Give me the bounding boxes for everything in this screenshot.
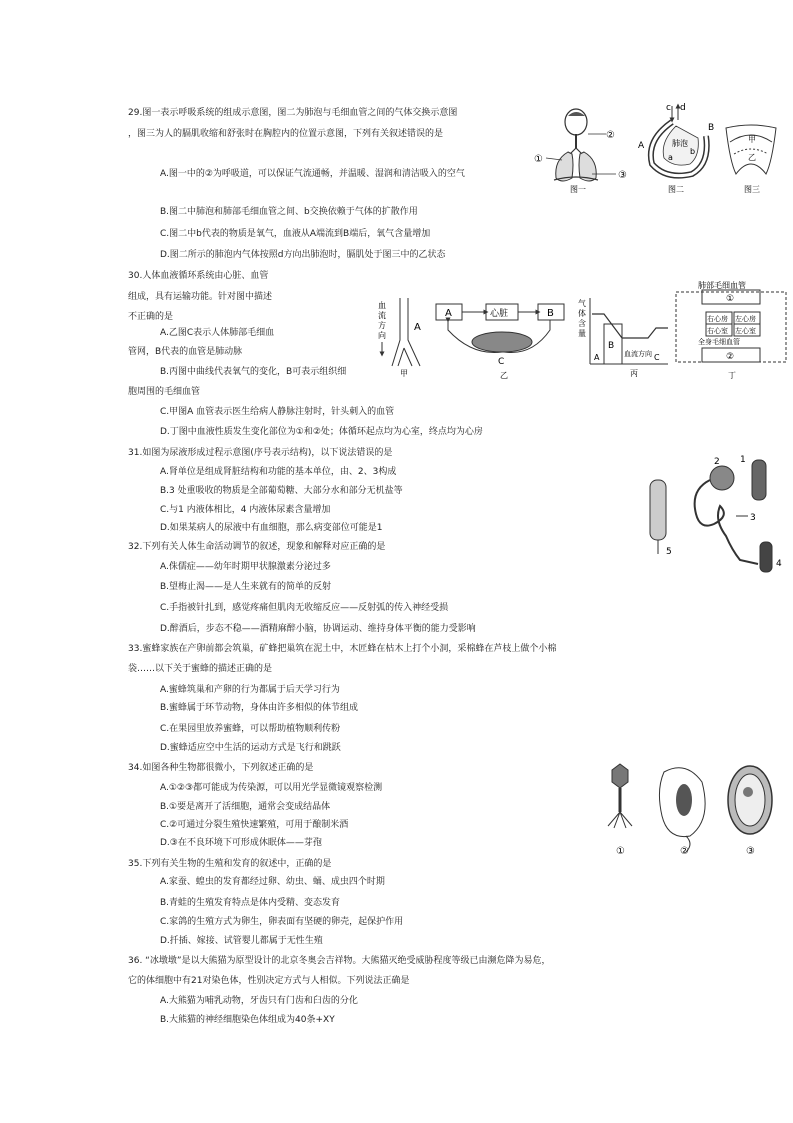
q31-stem: 31.如图为尿液形成过程示意图(序号表示结构)，以下说法错误的是 xyxy=(128,448,393,458)
q34-option-c: C.②可通过分裂生殖快速繁殖，可用于酿制米酒 xyxy=(160,820,349,830)
figure-diaphragm xyxy=(722,118,780,196)
q31-option-c: C.与1 内液体相比，4 内液体尿素含量增加 xyxy=(160,505,331,515)
bing-caption: 丙 xyxy=(630,369,638,378)
q30-option-c: C.甲图A 血管表示医生给病人静脉注射时，针头刺入的血管 xyxy=(160,407,395,417)
q32-stem: 32.下列有关人体生命活动调节的叙述，现象和解释对应正确的是 xyxy=(128,542,386,552)
bing-flow: 血流方向 xyxy=(624,350,652,358)
q31-option-b: B.3 处重吸收的物质是全部葡萄糖、大部分水和部分无机盐等 xyxy=(160,486,403,496)
q36-stem-line2: 它的体细胞中有21对染色体，性别决定方式与人相似。下列说法正确是 xyxy=(128,976,410,986)
ding-caption: 丁 xyxy=(728,371,736,380)
organism-3-label: ③ xyxy=(746,846,755,857)
organism-1-label: ① xyxy=(616,846,625,857)
fig2-caption: 图二 xyxy=(668,185,684,194)
fig1-label-3: ③ xyxy=(618,170,627,181)
fig1-label-2: ② xyxy=(606,130,615,141)
q30-option-a-line2: 管网，B代表的血管是肺动脉 xyxy=(128,347,243,357)
q35-option-c: C.家鸽的生殖方式为卵生，卵表面有坚硬的卵壳，起保护作用 xyxy=(160,917,404,927)
fig1-caption: 图一 xyxy=(570,185,586,194)
svg-text:气: 气 xyxy=(578,299,586,308)
q29-stem-line2: ，图三为人的膈肌收缩和舒张时在胸腔内的位置示意图，下列有关叙述错误的是 xyxy=(128,129,444,139)
q33-option-a: A.蜜蜂筑巢和产卵的行为都属于后天学习行为 xyxy=(160,685,340,695)
fig2-a: a xyxy=(668,153,673,162)
q32-option-d: D.醉酒后，步态不稳——酒精麻醉小脑，协调运动、维持身体平衡的能力受影响 xyxy=(160,624,476,634)
q30-option-d: D.丁图中血液性质发生变化部位为①和②处；体循环起点均为心室，终点均为心房 xyxy=(160,427,483,437)
svg-text:流: 流 xyxy=(378,311,386,320)
q33-stem-line1: 33.蜜蜂家族在产卵前都会筑巢，矿蜂把巢筑在泥土中，木匠蜂在枯木上打个小洞，采棉蜂在芦枝上做个小棉 xyxy=(128,644,557,654)
ding-ra: 右心房 xyxy=(707,315,728,323)
fig3-caption: 图三 xyxy=(744,185,760,194)
q30-stem-line2: 组成，具有运输功能。针对图中描述 xyxy=(128,292,273,302)
jia-A: A xyxy=(414,322,421,333)
svg-text:量: 量 xyxy=(578,329,586,338)
q34-option-b: B.①要是离开了活细胞，通常会变成结晶体 xyxy=(160,802,331,812)
bing-C: C xyxy=(654,353,660,362)
fig2-d: d xyxy=(680,103,686,113)
organism-2-label: ② xyxy=(680,846,689,857)
q33-option-b: B.蜜蜂属于环节动物，身体由许多相似的体节组成 xyxy=(160,703,359,713)
q36-stem-line1: 36. “冰墩墩”是以大熊猫为原型设计的北京冬奥会吉祥物。大熊猫灭绝受威胁程度等级已由濒危降为易危， xyxy=(128,956,551,966)
q35-option-d: D.扦插、嫁接、试管婴儿都属于无性生殖 xyxy=(160,936,323,946)
ding-n2: ② xyxy=(726,352,735,362)
bing-A: A xyxy=(594,353,600,362)
ding-title: 肺部毛细血管 xyxy=(698,281,746,290)
figure-alveolus-exchange xyxy=(636,100,718,196)
figure-30-bing-gas-curve xyxy=(576,294,672,380)
q34-option-a: A.①②③都可能成为传染源，可以用光学显微镜观察检测 xyxy=(160,783,383,793)
q32-option-c: C.手指被针扎到，感觉疼痛但肌肉无收缩反应——反射弧的传入神经受损 xyxy=(160,603,449,613)
q35-option-b: B.青蛙的生殖发育特点是体内受精、变态发育 xyxy=(160,898,341,908)
nephron-2: 2 xyxy=(714,457,720,467)
q36-option-b: B.大熊猫的神经细胞染色体组成为40条+XY xyxy=(160,1015,335,1025)
q30-option-b-line1: B.丙图中曲线代表氧气的变化，B可表示组织细 xyxy=(160,367,347,377)
fig3-jia: 甲 xyxy=(748,135,756,144)
ding-lv: 左心室 xyxy=(735,327,756,335)
nephron-3: 3 xyxy=(750,513,756,523)
yi-A: A xyxy=(445,308,452,319)
q30-stem-line3: 不正确的是 xyxy=(128,312,174,322)
svg-text:向: 向 xyxy=(378,331,386,340)
fig2-c: c xyxy=(666,103,671,113)
yi-C: C xyxy=(498,357,505,367)
fig2-alveolus: 肺泡 xyxy=(672,139,688,148)
q33-option-c: C.在果园里放养蜜蜂，可以帮助植物顺利传粉 xyxy=(160,724,341,734)
fig3-yi: 乙 xyxy=(748,153,756,162)
figure-respiratory-system xyxy=(532,104,636,196)
q29-option-b: B.图二中肺泡和肺部毛细血管之间、b交换依赖于气体的扩散作用 xyxy=(160,207,418,217)
figure-30-ding-circulation xyxy=(672,278,790,384)
figure-30-jia-vessel xyxy=(376,296,432,378)
yi-B: B xyxy=(547,308,554,319)
q29-option-c: C.图二中b代表的物质是氧气，血液从A端流到B端后，氧气含量增加 xyxy=(160,229,431,239)
nephron-5: 5 xyxy=(666,547,672,557)
q33-option-d: D.蜜蜂适应空中生活的运动方式是飞行和跳跃 xyxy=(160,743,341,753)
figure-nephron xyxy=(640,450,788,580)
q34-stem: 34.如图各种生物都很微小，下列叙述正确的是 xyxy=(128,763,314,773)
ding-la: 左心房 xyxy=(735,315,756,323)
ding-n1: ① xyxy=(726,294,735,304)
jia-flow-label-1: 血 xyxy=(378,301,386,310)
svg-text:方: 方 xyxy=(378,321,386,330)
q29-option-a: A.图一中的②为呼吸道，可以保证气流通畅，并温暖、湿润和清洁吸入的空气 xyxy=(160,169,465,179)
ding-rv: 右心室 xyxy=(707,327,728,335)
q36-option-a: A.大熊猫为哺乳动物，牙齿只有门齿和臼齿的分化 xyxy=(160,996,358,1006)
q32-option-b: B.望梅止渴——是人生来就有的简单的反射 xyxy=(160,582,332,592)
q30-option-b-line2: 胞周围的毛细血管 xyxy=(128,387,201,397)
yi-heart: 心脏 xyxy=(490,309,509,319)
figure-30-yi-circulation xyxy=(432,300,576,380)
q30-stem-line1: 30.人体血液循环系统由心脏、血管 xyxy=(128,271,269,281)
yi-caption: 乙 xyxy=(500,371,508,380)
svg-text:体: 体 xyxy=(578,309,586,318)
q35-option-a: A.家蚕、蝗虫的发育都经过卵、幼虫、蛹、成虫四个时期 xyxy=(160,877,385,887)
q29-option-d: D.图二所示的肺泡内气体按照d方向出肺泡时，膈肌处于图三中的乙状态 xyxy=(160,250,446,260)
nephron-1: 1 xyxy=(740,455,746,465)
svg-text:含: 含 xyxy=(578,319,586,328)
q31-option-a: A.肾单位是组成肾脏结构和功能的基本单位，由、2、3构成 xyxy=(160,467,397,477)
bing-B: B xyxy=(608,341,615,351)
q30-option-a-line1: A.乙图C表示人体肺部毛细血 xyxy=(160,328,275,338)
fig2-b: b xyxy=(690,147,696,156)
figure-microorganisms xyxy=(590,760,790,860)
q33-stem-line2: 袋……以下关于蜜蜂的描述正确的是 xyxy=(128,664,273,674)
jia-caption: 甲 xyxy=(400,369,408,378)
q29-stem-line1: 29.图一表示呼吸系统的组成示意图，图二为肺泡与毛细血管之间的气体交换示意图 xyxy=(128,108,458,118)
nephron-4: 4 xyxy=(776,559,782,569)
q34-option-d: D.③在不良环境下可形成休眠体——芽孢 xyxy=(160,838,322,848)
ding-body: 全身毛细血管 xyxy=(698,338,740,346)
fig1-label-1: ① xyxy=(534,154,543,165)
fig2-A: A xyxy=(638,141,645,151)
q31-option-d: D.如果某病人的尿液中有血细胞，那么病变部位可能是1 xyxy=(160,523,383,533)
q32-option-a: A.侏儒症——幼年时期甲状腺激素分泌过多 xyxy=(160,562,331,572)
fig2-B: B xyxy=(708,123,715,133)
q35-stem: 35.下列有关生物的生殖和发育的叙述中，正确的是 xyxy=(128,859,332,869)
